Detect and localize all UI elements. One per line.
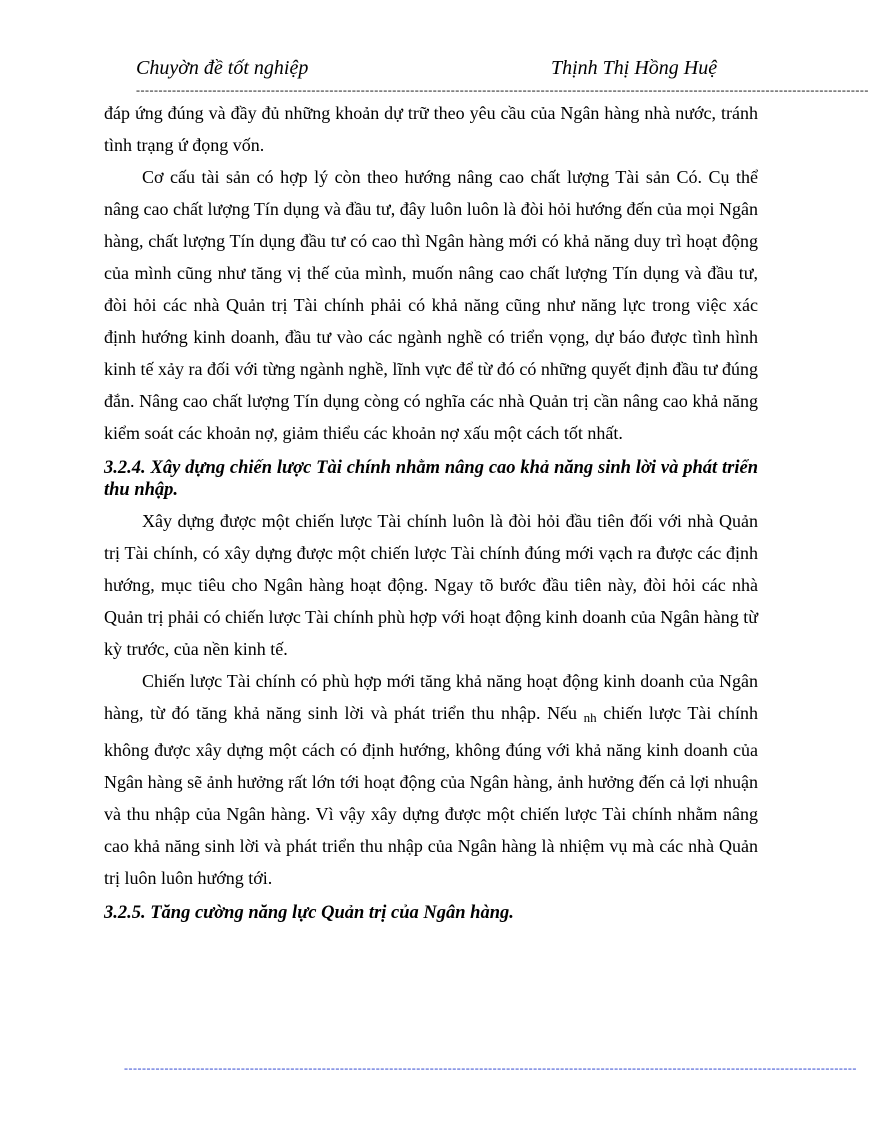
inline-note: nh [583, 710, 597, 725]
footer-divider: ------------------------------------------------------------------------------------------------------------------------------------------------------------------- [124, 1061, 857, 1075]
header-divider: ------------------------------------------------------------------------------------------------------------------------------------------------------------------- [136, 83, 869, 97]
section-heading-3-2-4: 3.2.4. Xây dựng chiến lược Tài chính nhằm nâng cao khả năng sinh lời và phát triển thu nhập. [104, 458, 758, 500]
paragraph-asset-structure: Cơ cấu tài sản có hợp lý còn theo hướng nâng cao chất lượng Tài sản Có. Cụ thể nâng cao chất lượng Tín dụng và đầu tư, đây luôn luôn là đòi hỏi hướng đến của mọi Ngân hàng, chất lượng Tín dụng đầu tư có cao thì Ngân hàng mới có khả năng duy trì hoạt động của mình cũng như tăng vị thế của mình, muốn nâng cao chất lượng Tín dụng và đầu tư, đòi hỏi các nhà Quản trị Tài chính phải có khả năng cũng như năng lực trong việc xác định hướng kinh doanh, đầu tư vào các ngành nghề có triển vọng, dự báo được tình hình kinh tế xảy ra đối với từng ngành nghề, lĩnh vực để từ đó có những quyết định đầu tư đúng đắn. Nâng cao chất lượng Tín dụng còng có nghĩa các nhà Quản trị cần nâng cao khả năng kiểm soát các khoản nợ, giảm thiểu các khoản nợ xấu một cách tốt nhất. [104, 167, 758, 443]
paragraph-strategy-impact-part2: chiến lược Tài chính không được xây dựng một cách có định hướng, không đúng với khả năng kinh doanh của Ngân hàng sẽ ảnh hưởng rất lớn tới hoạt động của Ngân hàng, ảnh hưởng đến cả lợi nhuận và thu nhập của Ngân hàng. Vì vậy xây dựng được một chiến lược Tài chính nhằm nâng cao khả năng sinh lời và phát triển thu nhập của Ngân hàng là nhiệm vụ mà các nhà Quản trị luôn luôn hướng tới. [104, 703, 758, 888]
header-author: Thịnh Thị Hồng Huệ [551, 57, 718, 79]
paragraph-strategy-impact-part1: Chiến lược Tài chính có phù hợp mới tăng khả năng hoạt động kinh doanh của Ngân hàng, từ đó tăng khả năng sinh lời và phát triển thu nhập. Nếu [104, 671, 758, 723]
paragraph-strategy-intro: Xây dựng được một chiến lược Tài chính luôn là đòi hỏi đầu tiên đối với nhà Quản trị Tài chính, có xây dựng được một chiến lược Tài chính đúng mới vạch ra được các định hướng, mục tiêu cho Ngân hàng hoạt động. Ngay tõ bước đầu tiên này, đòi hỏi các nhà Quản trị phải có chiến lược Tài chính phù hợp với hoạt động kinh doanh của Ngân hàng từ kỳ trước, của nền kinh tế. [104, 511, 758, 659]
paragraph-reserves: đáp ứng đúng và đầy đủ những khoản dự trữ theo yêu cầu của Ngân hàng nhà nước, tránh tình trạng ứ đọng vốn. [104, 103, 758, 155]
section-heading-3-2-5: 3.2.5. Tăng cường năng lực Quản trị của Ngân hàng. [104, 903, 514, 923]
header-title: Chuyờn đề tốt nghiệp [136, 57, 309, 79]
paragraph-strategy-impact [104, 665, 758, 894]
page-body [104, 97, 758, 924]
